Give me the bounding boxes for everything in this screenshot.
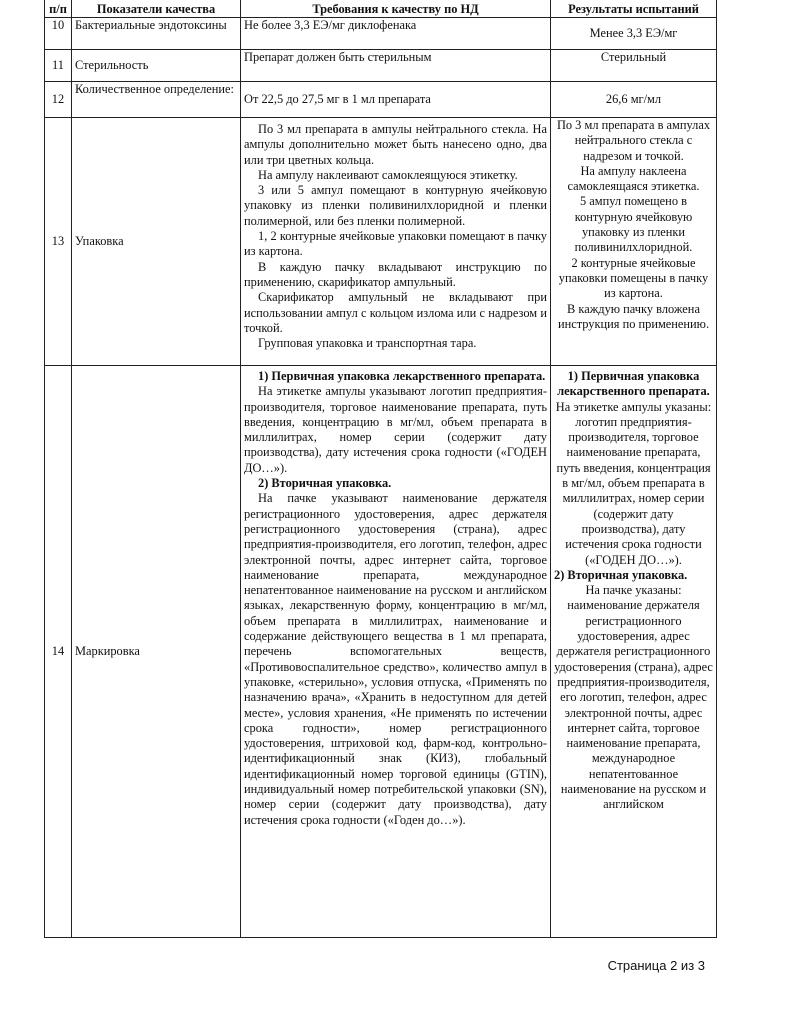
res-paragraph: На этикетке ампулы указаны: логотип предприятия-производителя, торговое наименование препарата, путь введения, концентрация в мг/мл, объем препарата в миллилитрах, номер серии (содержит дату производства), дату истечения срока годности («ГОДЕН ДО…»).: [555, 399, 712, 567]
table-row: [45, 18, 717, 50]
header-name: Показатели качества: [72, 0, 241, 18]
req-paragraph: 1, 2 контурные ячейковые упаковки помещают в пачку из картона.: [244, 229, 547, 259]
row-requirement: [241, 118, 551, 366]
req-paragraph: В каждую пачку вкладывают инструкцию по применению, скарификатор ампульный.: [244, 259, 547, 289]
header-result: Результаты испытаний: [551, 0, 717, 18]
row-requirement: Препарат должен быть стерильным: [241, 50, 551, 82]
page-number: Страница 2 из 3: [607, 958, 705, 973]
req-paragraph: Групповая упаковка и транспортная тара.: [258, 336, 477, 351]
table-row: [45, 82, 717, 118]
row-result: [551, 366, 717, 938]
req-paragraph: Скарификатор ампульный не вкладывают при использовании ампул с кольцом излома или с надрезом и точкой.: [244, 290, 547, 335]
header-requirement: Требования к качеству по НД: [241, 0, 551, 18]
req-paragraph: 3 или 5 ампул помещают в контурную ячейковую упаковку из пленки поливинилхлоридной и пленки полимерной, или без пленки полимерной.: [244, 183, 547, 228]
req-heading: 2) Вторичная упаковка.: [258, 476, 392, 491]
res-paragraph: 2 контурные ячейковые упаковки помещены в пачку из картона.: [558, 255, 709, 301]
table-row: [45, 118, 717, 366]
res-paragraph: 5 ампул помещено в контурную ячейковую упаковку из пленки поливинилхлоридной.: [574, 194, 693, 255]
row-result: [551, 118, 717, 366]
row-requirement: Не более 3,3 ЕЭ/мг диклофенака: [241, 18, 551, 50]
table-header-row: [45, 0, 717, 18]
row-num: 13: [45, 118, 72, 366]
row-name: Маркировка: [72, 366, 241, 938]
row-name: Стерильность: [72, 50, 241, 82]
row-result: Стерильный: [551, 50, 717, 82]
req-heading: 1) Первичная упаковка лекарственного препарата.: [258, 369, 546, 383]
row-result: Менее 3,3 ЕЭ/мг: [551, 18, 717, 50]
header-num: п/п: [45, 0, 72, 18]
row-requirement: От 22,5 до 27,5 мг в 1 мл препарата: [241, 82, 551, 118]
row-name: Упаковка: [72, 118, 241, 366]
req-paragraph: На этикетке ампулы указывают логотип предприятия-производителя, торговое наименование препарата, путь введения, концентрацию в мг/мл, объем препарата в миллилитрах, номер серии (содержит дату производства), дату истечения срока годности («ГОДЕН ДО…»).: [244, 384, 547, 475]
row-num: 14: [45, 366, 72, 938]
row-requirement: [241, 366, 551, 938]
res-paragraph: На пачке указаны: наименование держателя регистрационного удостоверения, адрес держателя регистрационного удостоверения (страна), адрес предприятия-производителя, его логотип, телефон, адрес электронной почты, адрес интернет сайта, торговое наименование препарата, международное непатентованное наименование на русском и английском: [554, 583, 713, 812]
row-result: 26,6 мг/мл: [551, 82, 717, 118]
req-paragraph: На пачке указывают наименование держателя регистрационного удостоверения, адрес держателя регистрационного удостоверения (страна), адрес предприятия-производителя, его логотип, телефон, адрес электронной почты, адрес интернет сайта, торговое наименование препарата, международное непатентованное наименование на русском и английском языках, лекарственную форму, концентрацию в мг/мл, объем препарата в миллилитрах, наименование и содержание действующего вещества в 1 мл препарата, перечень вспомогательных веществ, «Противовоспалительное средство», количество ампул в упаковке, «стерильно», условия отпуска, «Применять по назначению врача», «Хранить в недоступном для детей месте», условия хранения, «Не применять по истечении срока годности», номер регистрационного удостоверения, штриховой код, фарм-код, контрольно-идентификационный знак (КИЗ), глобальный идентификационный номер торговой единицы (GTIN), индивидуальный номер потребительской упаковки (SN), номер серии (содержит дату производства), дату истечения срока годности («Годен до…»).: [244, 491, 547, 827]
table-row: [45, 366, 717, 938]
res-paragraph: На ампулу наклеена самоклеящаяся этикетка.: [567, 163, 700, 194]
res-paragraph: В каждую пачку вложена инструкция по применению.: [557, 301, 710, 331]
table-row: [45, 50, 717, 82]
res-heading: 1) Первичная упаковка лекарственного препарата.: [557, 369, 710, 399]
row-num: 12: [45, 82, 72, 118]
req-paragraph: По 3 мл препарата в ампулы нейтрального стекла. На ампулы дополнительно может быть нанесено одно, два или три цветных кольца.: [244, 122, 547, 167]
quality-spec-table: [44, 0, 717, 938]
res-paragraph: По 3 мл препарата в ампулах нейтрального стекла с надрезом и точкой.: [556, 118, 711, 163]
row-num: 11: [45, 50, 72, 82]
row-name: Бактериальные эндотоксины: [72, 18, 241, 50]
res-heading: 2) Вторичная упаковка.: [554, 567, 688, 582]
row-num: 10: [45, 18, 72, 50]
req-paragraph: На ампулу наклеивают самоклеящуюся этикетку.: [258, 167, 518, 182]
row-name: Количественное определение:: [72, 82, 241, 118]
